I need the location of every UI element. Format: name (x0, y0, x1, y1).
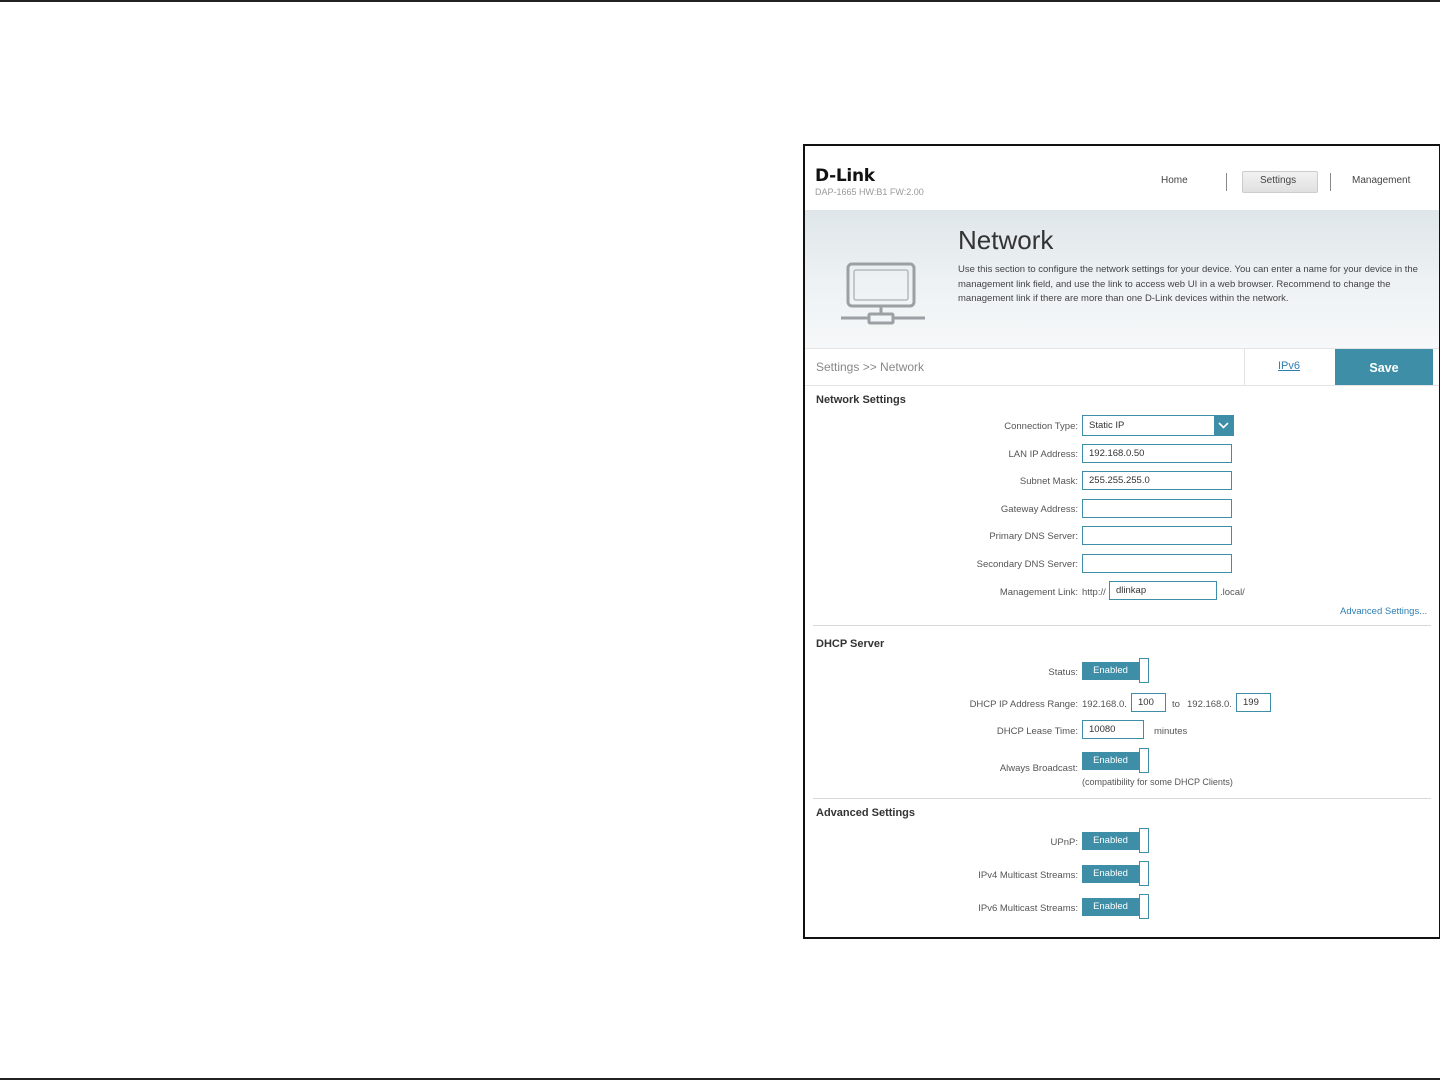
dhcp-range-prefix-end: 192.168.0. (1187, 699, 1232, 710)
section-divider (813, 625, 1431, 626)
lan-ip-input[interactable] (1082, 444, 1232, 463)
toggle-state: Enabled (1082, 865, 1139, 883)
advanced-settings-link[interactable]: Advanced Settings... (1340, 606, 1428, 617)
nav-separator (1330, 173, 1331, 191)
section-title-network-settings: Network Settings (816, 394, 906, 406)
nav-settings[interactable]: Settings (1260, 175, 1297, 186)
dhcp-range-prefix-start: 192.168.0. (1082, 699, 1127, 710)
subnet-mask-label: Subnet Mask: (1019, 476, 1078, 487)
page-banner (805, 210, 1439, 348)
toggle-state: Enabled (1082, 832, 1139, 850)
dlink-logo: D-Link (815, 166, 875, 186)
nav-management[interactable]: Management (1352, 175, 1411, 186)
gateway-input[interactable] (1082, 499, 1232, 518)
save-button[interactable]: Save (1335, 349, 1433, 385)
toggle-state: Enabled (1082, 662, 1139, 680)
always-broadcast-label: Always Broadcast: (999, 763, 1078, 774)
toggle-knob (1139, 828, 1149, 853)
page-bottom-rule (0, 1078, 1440, 1080)
management-link-input[interactable] (1109, 581, 1217, 600)
connection-type-select[interactable] (1082, 415, 1234, 436)
secondary-dns-label: Secondary DNS Server: (976, 559, 1078, 570)
toggle-knob (1139, 894, 1149, 919)
model-info: DAP-1665 HW:B1 FW:2.00 (815, 187, 924, 197)
dhcp-lease-unit: minutes (1154, 726, 1188, 737)
breadcrumb-bar (805, 348, 1439, 386)
page-description: Use this section to configure the network settings for your device. You can enter a name for your device in the management link field, and use the link to access web UI in a web browser. Recommend to change the management link if there are more than one D-Link devices within the network. (958, 264, 1418, 304)
management-link-suffix: .local/ (1220, 587, 1245, 598)
always-broadcast-toggle[interactable] (1082, 748, 1150, 774)
nav-separator (1226, 173, 1227, 191)
ipv6-multicast-label: IPv6 Multicast Streams: (978, 903, 1078, 914)
section-title-advanced-settings: Advanced Settings (816, 807, 916, 819)
dhcp-range-start-input[interactable] (1131, 693, 1166, 712)
ipv4-multicast-label: IPv4 Multicast Streams: (978, 870, 1078, 881)
page-top-rule (0, 0, 1440, 2)
toggle-knob (1139, 748, 1149, 773)
management-link-prefix: http:// (1082, 587, 1106, 598)
upnp-label: UPnP: (1050, 837, 1078, 848)
subnet-mask-input[interactable] (1082, 471, 1232, 490)
ipv6-link[interactable]: IPv6 (1278, 360, 1301, 372)
dhcp-range-to: to (1172, 699, 1180, 710)
connection-type-value: Static IP (1089, 420, 1125, 431)
dhcp-lease-label: DHCP Lease Time: (996, 726, 1078, 737)
breadcrumb: Settings >> Network (816, 360, 925, 374)
ipv6-link-area (1244, 349, 1336, 385)
section-title-dhcp-server: DHCP Server (816, 638, 885, 650)
secondary-dns-input[interactable] (1082, 554, 1232, 573)
gateway-label: Gateway Address: (1000, 504, 1078, 515)
management-link-label: Management Link: (999, 587, 1078, 598)
nav-home[interactable]: Home (1161, 175, 1188, 186)
connection-type-label: Connection Type: (1004, 421, 1078, 432)
computer-network-icon (839, 252, 927, 332)
lan-ip-label: LAN IP Address: (1008, 449, 1078, 460)
toggle-state: Enabled (1082, 752, 1139, 770)
toggle-knob (1139, 861, 1149, 886)
page-title: Network (958, 225, 1054, 255)
always-broadcast-note: (compatibility for some DHCP Clients) (1082, 777, 1233, 787)
ipv4-multicast-toggle[interactable] (1082, 861, 1150, 887)
toggle-state: Enabled (1082, 898, 1139, 916)
dhcp-lease-input[interactable] (1082, 720, 1144, 739)
dhcp-range-end-input[interactable] (1236, 693, 1271, 712)
section-divider (813, 798, 1431, 799)
top-header (805, 146, 1439, 210)
dhcp-status-label: Status: (1048, 667, 1078, 678)
chevron-down-icon[interactable] (1214, 416, 1233, 435)
ipv6-multicast-toggle[interactable] (1082, 894, 1150, 920)
toggle-knob (1139, 658, 1149, 683)
dhcp-range-label: DHCP IP Address Range: (969, 699, 1078, 710)
dhcp-status-toggle[interactable] (1082, 658, 1150, 684)
primary-dns-label: Primary DNS Server: (989, 531, 1078, 542)
upnp-toggle[interactable] (1082, 828, 1150, 854)
screenshot-frame (803, 144, 1440, 939)
primary-dns-input[interactable] (1082, 526, 1232, 545)
